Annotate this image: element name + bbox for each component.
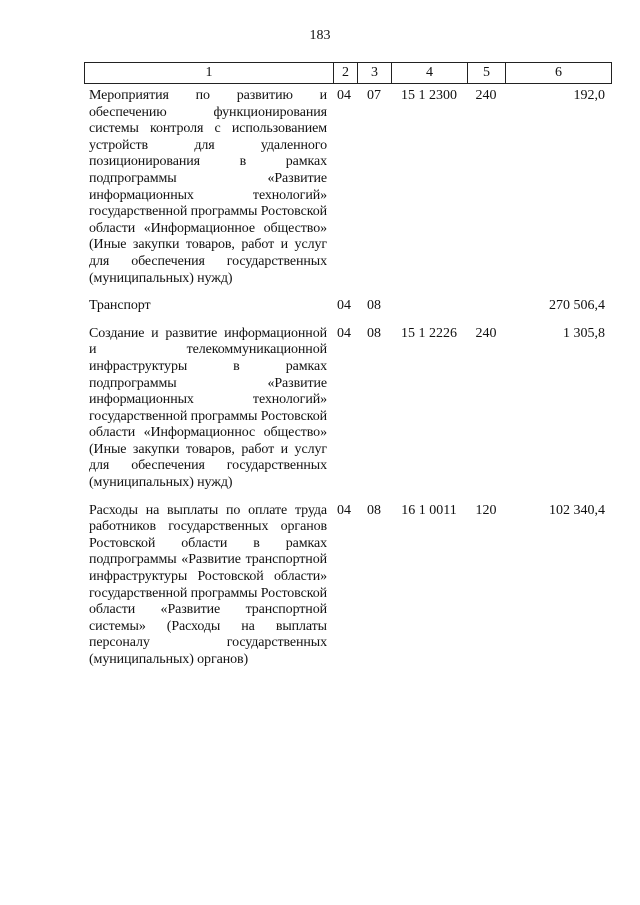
row-subsection-code: 08 [367,298,381,314]
budget-table [84,88,611,669]
table-row [84,88,611,298]
row-subsection-code: 08 [367,502,381,518]
column-header-6: 6 [506,63,612,84]
row-expense-type-code: 240 [475,325,497,341]
table-row [84,326,611,503]
row-expense-type-code: 120 [475,502,497,518]
row-target-article-code: 16 1 0011 [401,502,457,518]
column-header-row [85,63,612,84]
row-subsection-code: 08 [367,325,381,341]
column-header-2: 2 [334,63,358,84]
row-amount: 270 506,4 [549,298,605,314]
row-expense-type-code [467,298,505,326]
row-description: Транспорт [89,298,151,314]
table-row [84,503,611,669]
row-description: Создание и развитие информационной и телекоммуникационной инфраструктуры в рамках подпрограммы «Развитие информационных технологий» государственной программы Ростовской области «Информационнос общество» (Иные закупки товаров, работ и услуг для обеспечения государственных (муниципальных) нужд) [89,325,328,491]
row-subsection-code: 07 [367,88,381,103]
row-amount: 1 305,8 [563,325,605,341]
row-description: Расходы на выплаты по оплате труда работников государственных органов Ростовской области в рамках подпрограммы «Развитие транспортной инфраструктуры Ростовской области» государственной программы Ростовской области «Развитие транспортной системы» (Расходы на выплаты персоналу государственных (муниципальных) органов) [89,502,328,667]
row-section-code: 04 [337,298,351,314]
column-header-4: 4 [392,63,468,84]
row-target-article-code: 15 1 2226 [401,325,457,341]
column-header-table [84,62,612,84]
column-header-5: 5 [468,63,506,84]
row-section-code: 04 [337,502,351,518]
table-row [84,298,611,326]
row-description: Мероприятия по развитию и обеспечению функционирования системы контроля с использованием устройств для удаленного позиционирования в рамках подпрограммы «Развитие информационных технологий» государственной программы Ростовской области «Информационное общество» (Иные закупки товаров, работ и услуг для обеспечения государственных (муниципальных) нужд) [89,88,328,286]
row-expense-type-code: 240 [475,88,497,103]
row-section-code: 04 [337,88,351,103]
row-amount: 102 340,4 [549,502,605,518]
page-number: 183 [309,28,331,43]
column-header-1: 1 [85,63,334,84]
row-section-code: 04 [337,325,351,341]
row-amount: 192,0 [573,88,605,103]
row-target-article-code: 15 1 2300 [401,88,457,103]
row-target-article-code [391,298,467,326]
column-header-3: 3 [358,63,392,84]
